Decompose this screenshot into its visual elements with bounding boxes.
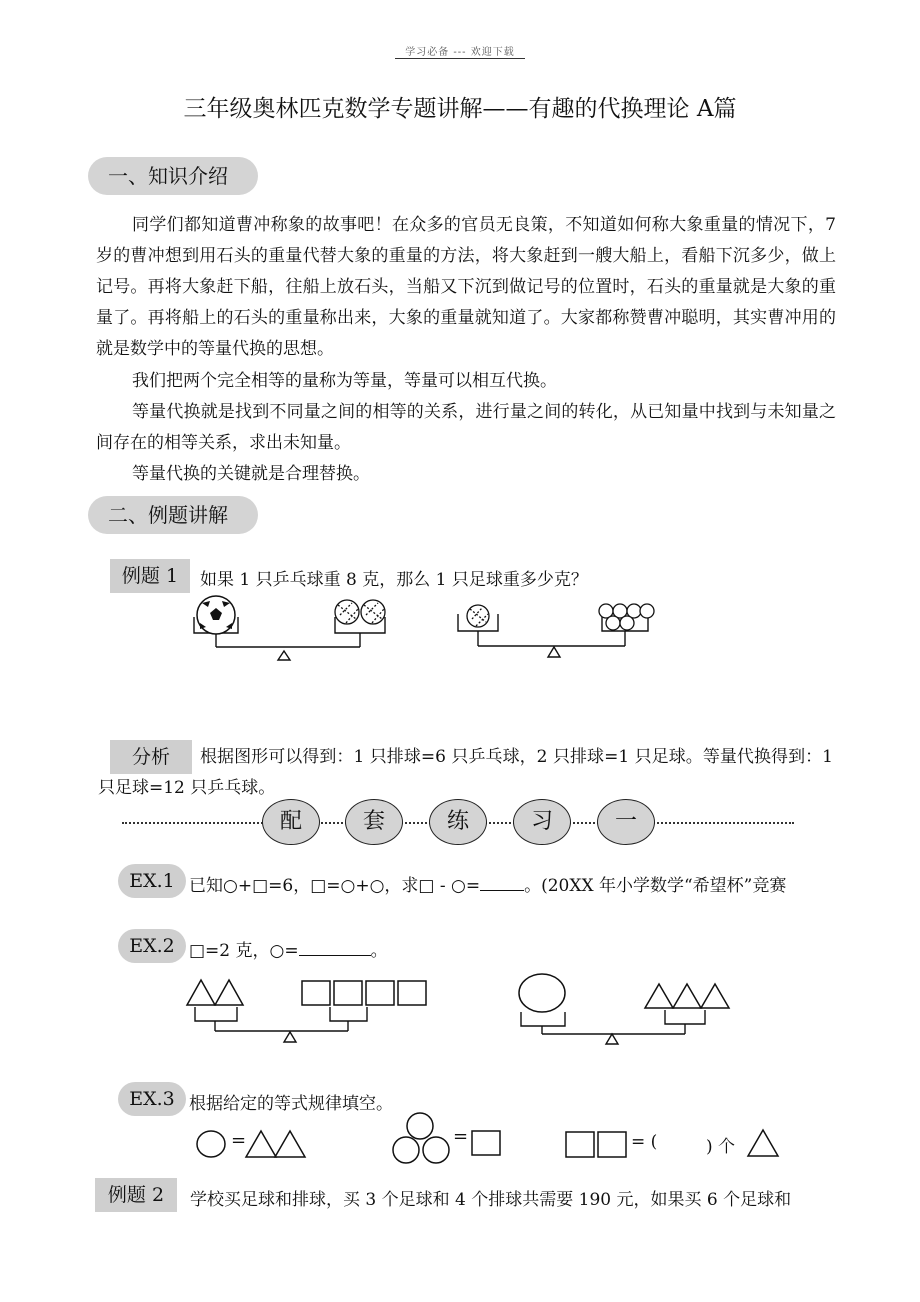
ex1-question <box>189 871 786 896</box>
circle-icon <box>519 974 565 1012</box>
ex3-rule-circle-triangles <box>195 1127 315 1162</box>
practice-char-4: 习 <box>513 799 571 845</box>
substitution-paragraph: 等量代换就是找到不同量之间的相等的关系，进行量之间的转化，从已知量中找到与未知量之间存在的相等关系，求出未知量。 <box>96 402 836 453</box>
ex1-text-a: 已知○+□=6，□=○+○，求□ - ○= <box>189 876 481 896</box>
page-title: 三年级奥林匹克数学专题讲解——有趣的代换理论 A篇 <box>183 96 737 122</box>
ex2-question <box>189 936 388 961</box>
example1-question: 如果 1 只乒乓球重 8 克，那么 1 只足球重多少克？ <box>200 570 588 590</box>
ping-pong-balls-icon <box>599 604 654 630</box>
practice-char-3: 练 <box>429 799 487 845</box>
ex1-text-b: 。(20XX 年小学数学“希望杯”竞赛 <box>524 876 787 896</box>
header-rule <box>395 58 525 59</box>
balance-diagram-2 <box>450 600 660 665</box>
example2-question: 学校买足球和排球，买 3 个足球和 4 个排球共需要 190 元，如果买 6 个足球和 <box>190 1190 792 1210</box>
ex3-eq-2: = <box>453 1126 469 1147</box>
example2-label: 例题 2 <box>95 1178 177 1212</box>
ex2-text-b: 。 <box>370 941 388 961</box>
ex3-paren-close: ) 个 <box>706 1137 736 1157</box>
triangle-icon <box>645 984 729 1008</box>
practice-char-5: 一 <box>597 799 655 845</box>
ex2-label: EX.2 <box>118 929 186 963</box>
ex2-text-a: □=2 克，○= <box>189 941 299 961</box>
balance-diagram-3 <box>185 975 435 1050</box>
example1-label: 例题 1 <box>110 559 190 593</box>
soccer-ball-icon <box>197 596 235 634</box>
ex3-eq-1: = <box>231 1130 247 1151</box>
practice-char-2: 套 <box>345 799 403 845</box>
ex3-rule-circles-square <box>388 1112 508 1167</box>
square-icon <box>302 981 426 1005</box>
section-heading-knowledge: 一、知识介绍 <box>88 157 258 195</box>
balance-diagram-4 <box>515 972 735 1050</box>
ex1-label: EX.1 <box>118 864 186 898</box>
ex1-answer-blank[interactable] <box>480 890 524 891</box>
section-heading-examples: 二、例题讲解 <box>88 496 258 534</box>
ex3-answer-blank[interactable] <box>668 1135 706 1157</box>
triangle-icon <box>748 1128 780 1158</box>
header-watermark: 学习必备 --- 欢迎下载 <box>405 47 515 58</box>
ex3-instruction: 根据给定的等式规律填空。 <box>189 1094 393 1114</box>
triangle-icon <box>187 980 243 1005</box>
ex3-paren-open: = ( <box>631 1132 658 1152</box>
ex2-answer-blank[interactable] <box>299 955 371 956</box>
intro-paragraph: 同学们都知道曹冲称象的故事吧！在众多的官员无良策，不知道如何称大象重量的情况下，7 岁的曹冲想到用石头的重量代替大象的重量的方法，将大象赶到一艘大船上，看船下沉多少，做上记号。再将大象赶下船，往船上放石头，当船又下沉到做记号的位置时，石头的重量就是大象的重量了。再将船上的石头的重量称出来，大象的重量就知道了。大家都称赞曹冲聪明，其实曹冲用的就是数学中的等量代换的思想。 <box>96 215 836 359</box>
balance-diagram-1 <box>180 595 400 665</box>
analysis-text: 根据图形可以得到：1 只排球=6 只乒乓球，2 只排球=1 只足球。等量代换得到：1 只足球=12 只乒乓球。 <box>98 747 833 798</box>
analysis-label: 分析 <box>110 740 192 774</box>
practice-char-1: 配 <box>262 799 320 845</box>
ex3-label: EX.3 <box>118 1082 186 1116</box>
ex3-question-squares <box>565 1130 635 1160</box>
volleyball-icon <box>335 600 385 624</box>
volleyball-icon <box>467 605 489 627</box>
key-paragraph: 等量代换的关键就是合理替换。 <box>132 464 370 484</box>
equal-quantity-paragraph: 我们把两个完全相等的量称为等量，等量可以相互代换。 <box>132 371 557 391</box>
